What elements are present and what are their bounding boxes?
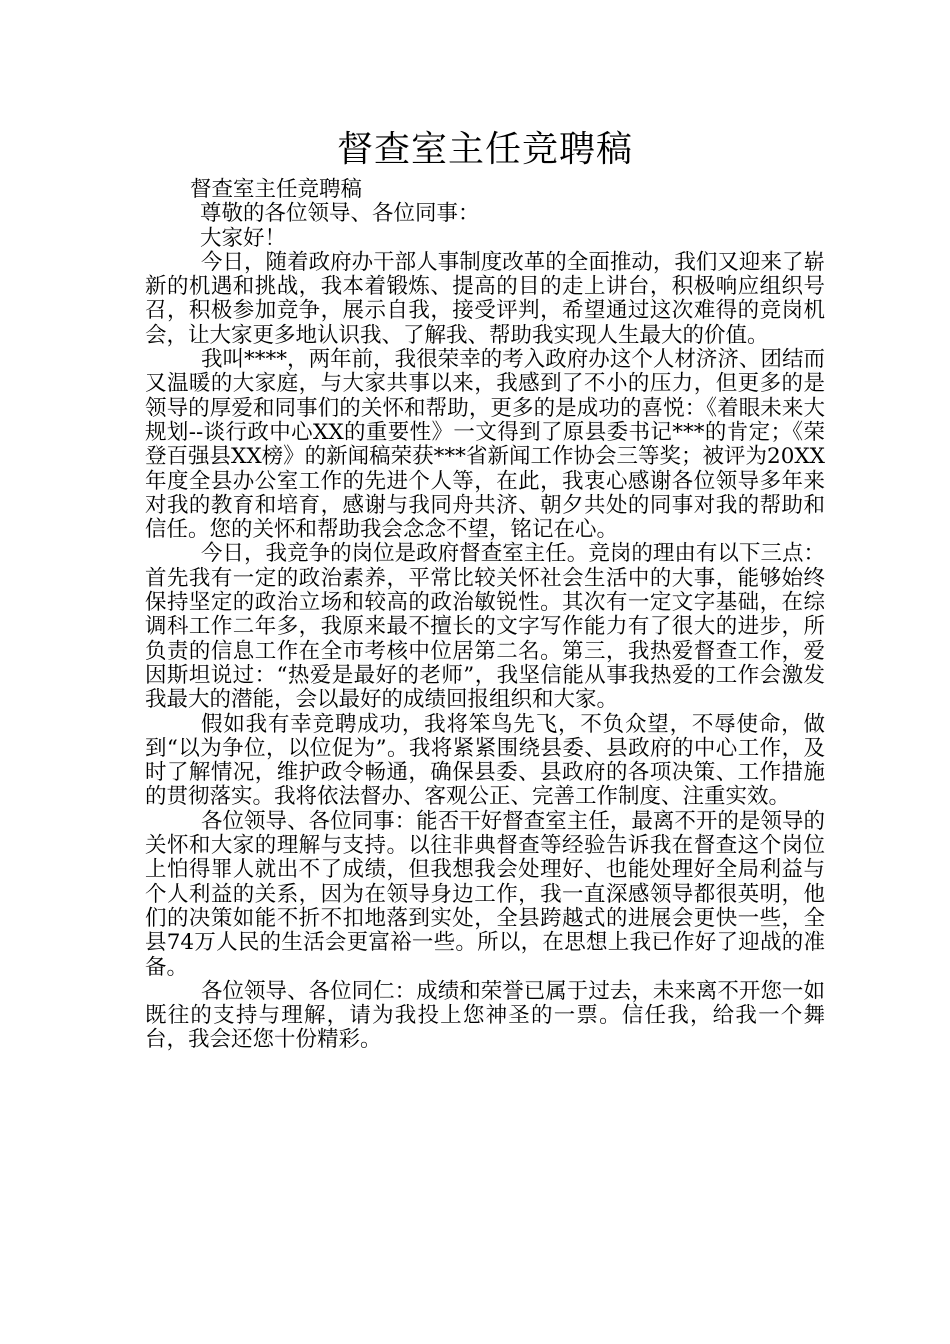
paragraph-closing: 各位领导、各位同仁：成绩和荣誉已属于过去，未来离不开您一如既往的支持与理解，请为我投上您神圣的一票。信任我，给我一个舞台，我会还您十份精彩。	[145, 978, 825, 1053]
document-subtitle: 督查室主任竞聘稿	[190, 177, 363, 202]
document-page	[145, 128, 825, 1053]
greeting: 大家好！	[200, 225, 287, 251]
paragraph-self-introduction: 我叫****，两年前，我很荣幸的考入政府办这个人材济济、团结而又温暖的大家庭，与大家共事以来，我感到了不小的压力，但更多的是领导的厚爱和同事们的关怀和帮助，更多的是成功的喜悦：《着眼未来大规划--谈行政中心XX的重要性》一文得到了原县委书记***的肯定；《荣登百强县XX榜》的新闻稿荣获***省新闻工作协会三等奖；被评为20XX年度全县办公室工作的先进个人等，在此，我衷心感谢各位领导多年来对我的教育和培育，感谢与我同舟共济、朝夕共处的同事对我的帮助和信任。您的关怀和帮助我会念念不望，铭记在心。	[145, 347, 825, 543]
paragraph-plans: 假如我有幸竞聘成功，我将笨鸟先飞，不负众望，不辱使命，做到“以为争位，以位促为”。我将紧紧围绕县委、县政府的中心工作，及时了解情况，维护政令畅通，确保县委、县政府的各项决策、工作措施的贯彻落实。我将依法督办、客观公正、完善工作制度、注重实效。	[145, 711, 825, 810]
paragraph-intro: 今日，随着政府办干部人事制度改革的全面推动，我们又迎来了崭新的机遇和挑战，我本着锻炼、提高的目的走上讲台，积极响应组织号召，积极参加竞争，展示自我，接受评判，希望通过这次难得的竞岗机会，让大家更多地认识我、了解我、帮助我实现人生最大的价值。	[145, 249, 825, 348]
paragraph-reasons: 今日，我竞争的岗位是政府督查室主任。竞岗的理由有以下三点：首先我有一定的政治素养，平常比较关怀社会生活中的大事，能够始终保持坚定的政治立场和较高的政治敏锐性。其次有一定文字基础，在综调科工作二年多，我原来最不擅长的文字写作能力有了很大的进步，所负责的信息工作在全市考核中位居第二名。第三，我热爱督查工作，爱因斯坦说过：“热爱是最好的老师”，我坚信能从事我热爱的工作会激发我最大的潜能，会以最好的成绩回报组织和大家。	[145, 541, 825, 713]
salutation: 尊敬的各位领导、各位同事：	[200, 201, 480, 227]
paragraph-support: 各位领导、各位同事：能否干好督查室主任，最离不开的是领导的关怀和大家的理解与支持。以往非典督查等经验告诉我在督查这个岗位上怕得罪人就出不了成绩，但我想我会处理好、也能处理好全局利益与个人利益的关系，因为在领导身边工作，我一直深感领导都很英明，他们的决策如能不折不扣地落到实处，全县跨越式的进展会更快一些，全县74万人民的生活会更富裕一些。所以，在思想上我已作好了迎战的准备。	[145, 808, 825, 980]
document-title: 督查室主任竞聘稿	[336, 129, 633, 170]
